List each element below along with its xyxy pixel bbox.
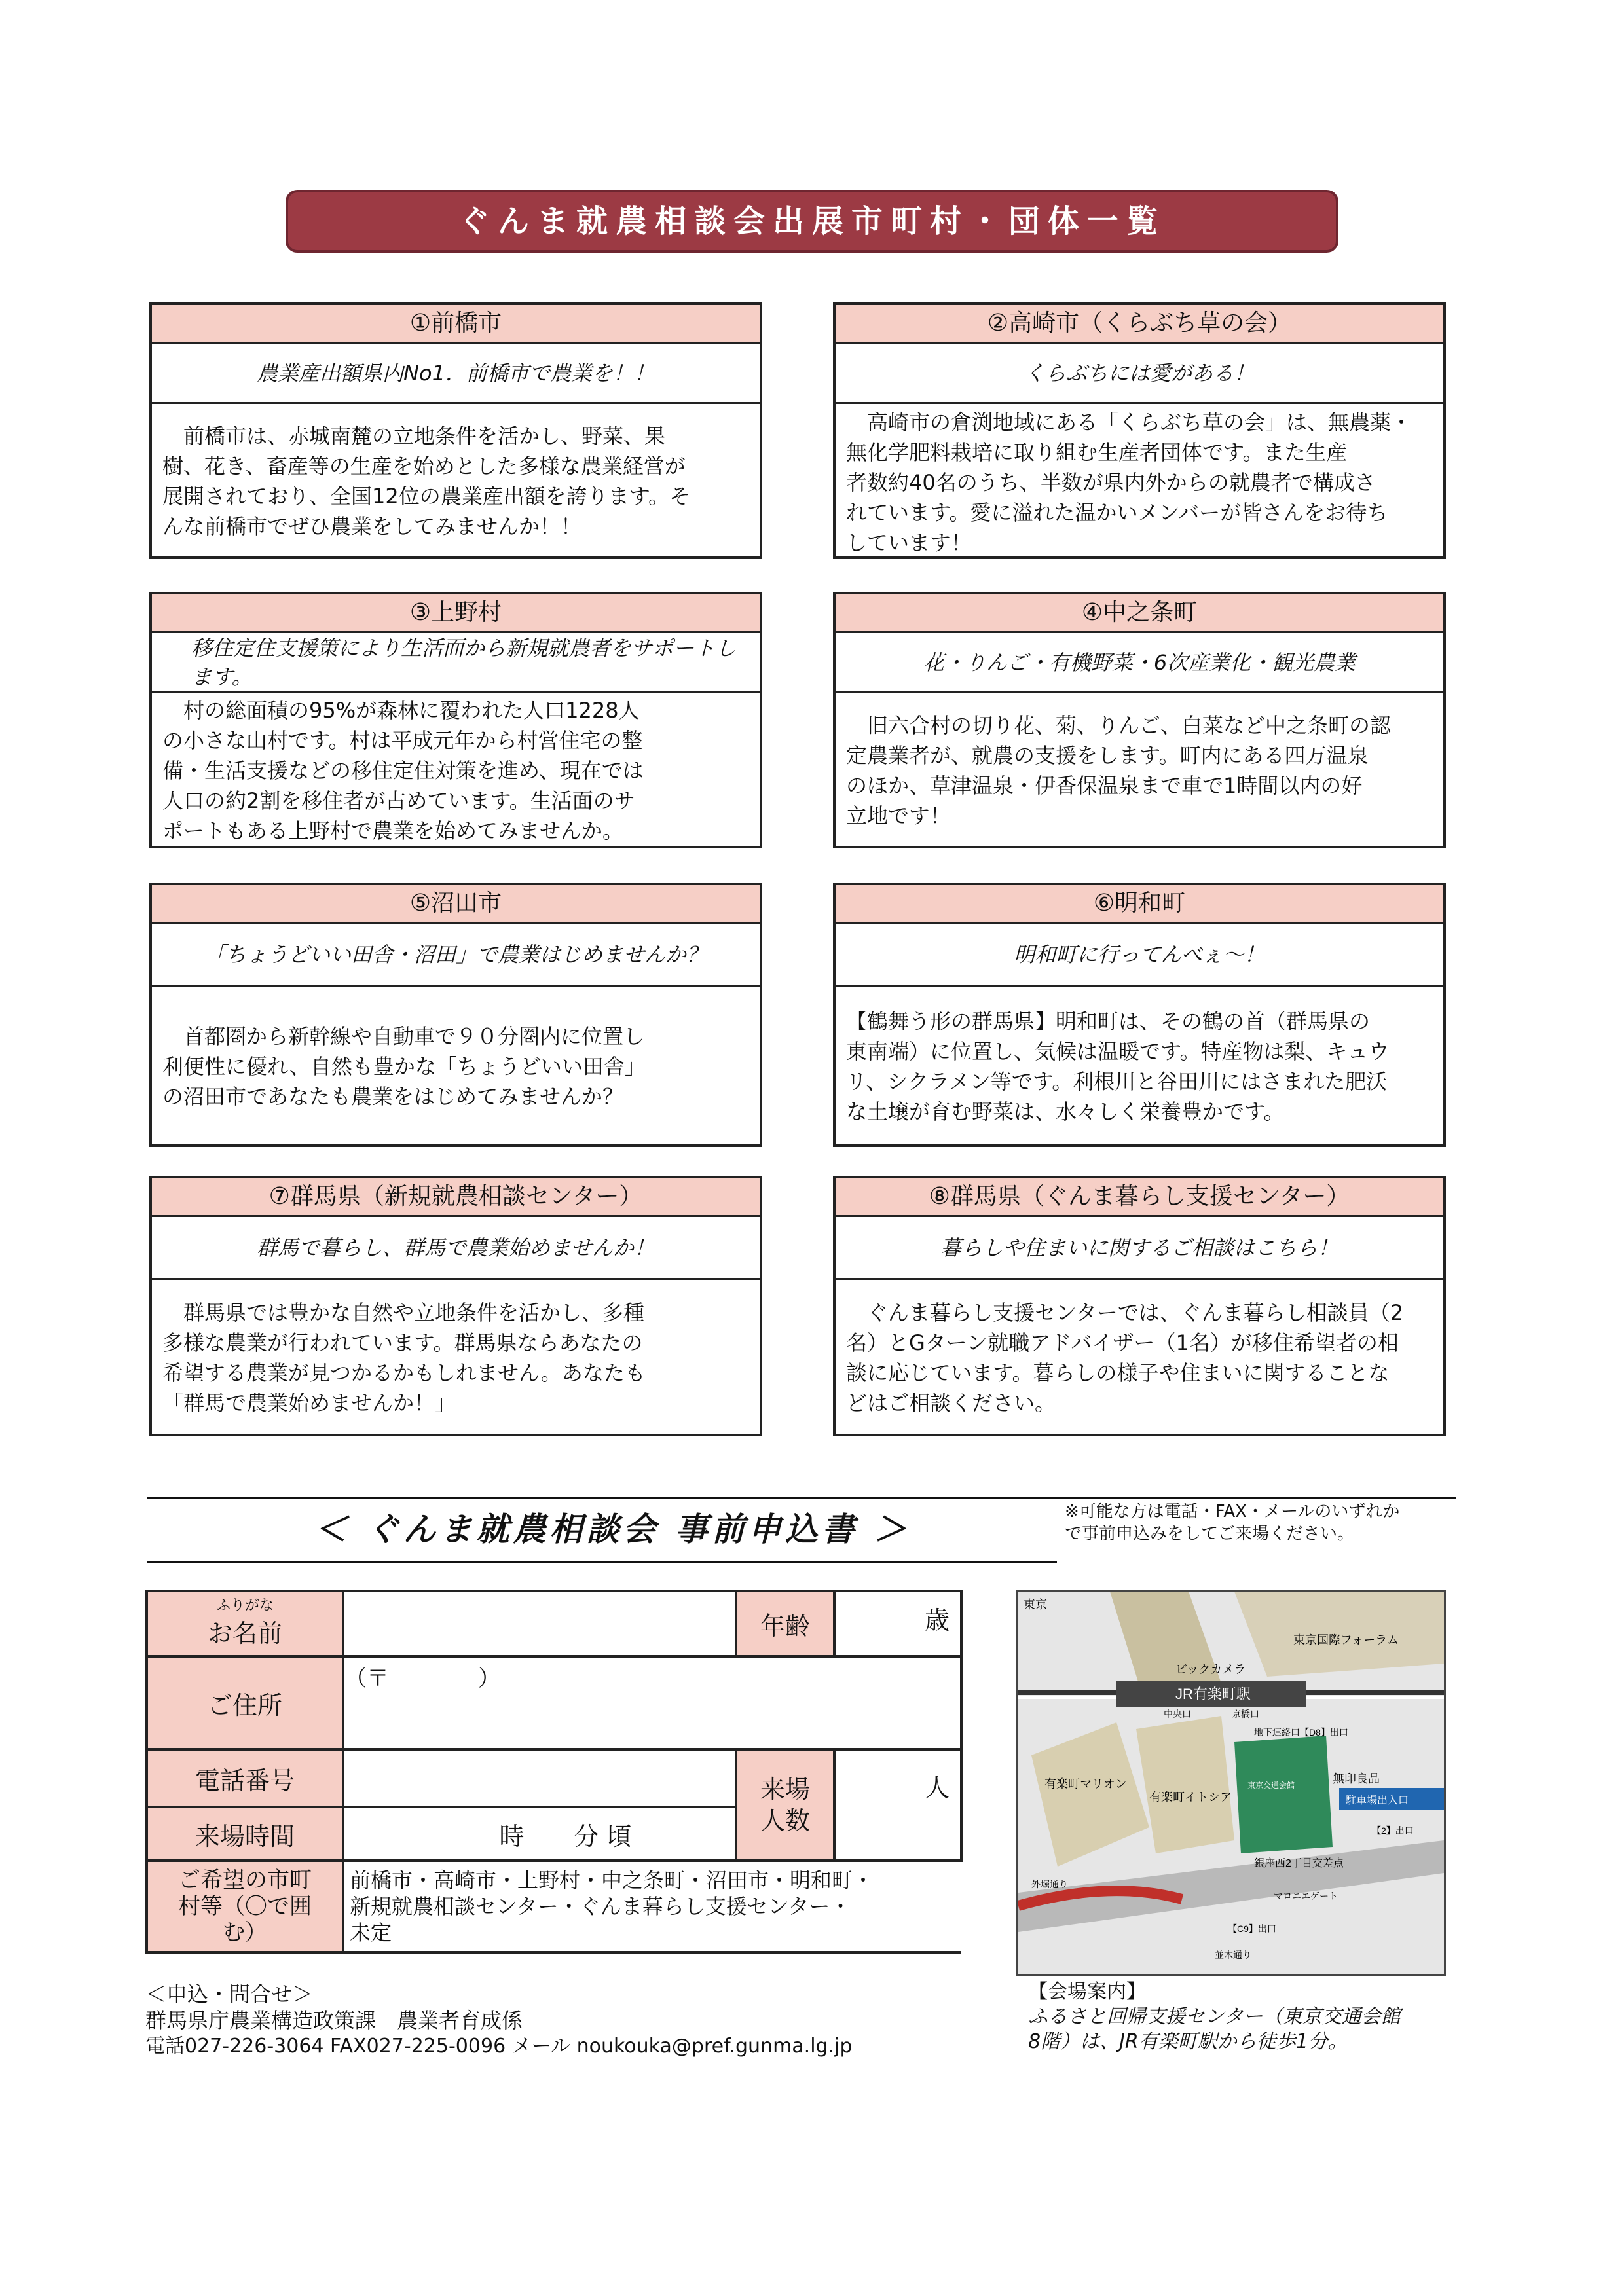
card-meiwa bbox=[833, 883, 1446, 1147]
card-catchphrase: 移住定住支援策により生活面から新規就農者をサポートします。 bbox=[152, 633, 760, 693]
kotsu-kaikan-building bbox=[1234, 1736, 1333, 1853]
map-caption bbox=[1028, 1980, 1401, 2054]
card-title: ⑦群馬県（新規就農相談センター） bbox=[152, 1178, 760, 1217]
visitors-label bbox=[736, 1749, 834, 1861]
phone-field[interactable] bbox=[343, 1749, 736, 1807]
wish-label-text: ご希望の市町村等（〇で囲む） bbox=[178, 1867, 312, 1946]
body-line: 立地です！ bbox=[846, 803, 951, 828]
body-line: どはご相談ください。 bbox=[846, 1391, 1056, 1415]
card-catchphrase: 群馬で暮らし、群馬で農業始めませんか！ bbox=[152, 1217, 760, 1280]
card-title: ⑧群馬県（ぐんま暮らし支援センター） bbox=[836, 1178, 1443, 1217]
body-line: ポートもある上野村で農業を始めてみませんか。 bbox=[162, 818, 624, 843]
map-label: 並木通り bbox=[1215, 1950, 1251, 1960]
form-note bbox=[1065, 1501, 1399, 1545]
body-line: 「群馬で農業始めませんか！」 bbox=[162, 1391, 456, 1415]
map-label: 地下連絡口【D8】出口 bbox=[1254, 1727, 1348, 1738]
map-label: JR有楽町駅 bbox=[1175, 1686, 1251, 1702]
map-label: 中央口 bbox=[1164, 1709, 1191, 1719]
wish-label bbox=[147, 1861, 343, 1952]
body-line: 旧六合村の切り花、菊、りんご、白菜など中之条町の認 bbox=[867, 713, 1392, 738]
time-field[interactable] bbox=[343, 1807, 736, 1861]
application-form bbox=[145, 1590, 963, 1954]
contact-heading: ＜申込・問合せ＞ bbox=[145, 1982, 314, 2007]
divider-bottom bbox=[147, 1561, 1057, 1563]
map-label: 【C9】出口 bbox=[1228, 1923, 1276, 1934]
card-nakanojo bbox=[833, 592, 1446, 848]
card-body bbox=[836, 987, 1443, 1146]
map-label: 有楽町マリオン bbox=[1044, 1777, 1127, 1791]
body-line: 展開されており、全国12位の農業産出額を誇ります。そ bbox=[162, 484, 691, 509]
map-label: 駐車場出入口 bbox=[1346, 1795, 1409, 1806]
address-field[interactable] bbox=[343, 1656, 961, 1749]
card-catchphrase: くらぶちには愛がある！ bbox=[836, 344, 1443, 404]
age-label: 年齢 bbox=[736, 1591, 834, 1656]
card-gunma-shinki bbox=[149, 1176, 762, 1436]
contact-line: 電話027-226-3064 FAX027-225-0096 メール noukouka@pref.gunma.lg.jp bbox=[145, 2035, 853, 2058]
card-body bbox=[836, 693, 1443, 848]
map-drawing bbox=[1018, 1592, 1444, 1974]
body-line: 【鶴舞う形の群馬県】明和町は、その鶴の首（群馬県の bbox=[846, 1009, 1371, 1034]
visitors-unit: 人 bbox=[924, 1774, 950, 1802]
body-line: な土壌が育む野菜は、水々しく栄養豊かです。 bbox=[846, 1099, 1285, 1124]
map-label: 東京国際フォーラム bbox=[1293, 1633, 1399, 1647]
card-uenomura bbox=[149, 592, 762, 848]
body-line: 談に応じています。暮らしの様子や住まいに関することな bbox=[846, 1360, 1390, 1385]
body-line: んな前橋市でぜひ農業をしてみませんか！！ bbox=[162, 514, 582, 539]
time-value: 時 分 頃 bbox=[499, 1821, 632, 1851]
map-label: 東京 bbox=[1024, 1598, 1047, 1611]
body-line: 名）とGターン就職アドバイザー（1名）が移住希望者の相 bbox=[846, 1330, 1399, 1355]
card-takasaki bbox=[833, 302, 1446, 559]
note-line: ※可能な方は電話・FAX・メールのいずれか bbox=[1065, 1502, 1400, 1522]
body-line: 利便性に優れ、自然も豊かな「ちょうどいい田舎」 bbox=[162, 1054, 646, 1079]
card-title: ③上野村 bbox=[152, 594, 760, 633]
body-line: 無化学肥料栽培に取り組む生産者団体です。また生産 bbox=[846, 440, 1348, 465]
visitors-label-text: 来場人数 bbox=[760, 1775, 810, 1835]
map-label: 外堀通り bbox=[1031, 1879, 1068, 1889]
age-unit: 歳 bbox=[924, 1606, 950, 1635]
card-catchphrase: 明和町に行ってんべぇ～！ bbox=[836, 924, 1443, 987]
address-label: ご住所 bbox=[147, 1656, 343, 1749]
card-catchphrase: 農業産出額県内No1．前橋市で農業を！！ bbox=[152, 344, 760, 404]
card-numata bbox=[149, 883, 762, 1147]
card-title: ⑤沼田市 bbox=[152, 885, 760, 924]
card-body bbox=[152, 404, 760, 558]
card-body bbox=[152, 1280, 760, 1436]
body-line: 首都圏から新幹線や自動車で９０分圏内に位置し bbox=[183, 1024, 645, 1049]
card-title: ②高崎市（くらぶち草の会） bbox=[836, 305, 1443, 344]
postal-code: （〒 ） bbox=[344, 1666, 500, 1692]
body-line: しています！ bbox=[846, 530, 972, 555]
card-maebashi bbox=[149, 302, 762, 559]
name-field[interactable] bbox=[343, 1591, 736, 1656]
visitors-field[interactable] bbox=[834, 1749, 961, 1861]
map-caption-line: 8階）は、JR有楽町駅から徒歩1分。 bbox=[1028, 2030, 1348, 2053]
body-line: 村の総面積の95%が森林に覆われた人口1228人 bbox=[183, 698, 640, 723]
wish-option-line: 新規就農相談センター・ぐんま暮らし支援センター・ bbox=[350, 1894, 851, 1919]
body-line: ぐんま暮らし支援センターでは、ぐんま暮らし相談員（2 bbox=[867, 1300, 1404, 1325]
body-line: の小さな山村です。村は平成元年から村営住宅の整 bbox=[162, 728, 643, 753]
age-field[interactable] bbox=[834, 1591, 961, 1656]
body-line: 定農業者が、就農の支援をします。町内にある四万温泉 bbox=[846, 743, 1369, 768]
wish-option-line: 前橋市・高崎市・上野村・中之条町・沼田市・明和町・ bbox=[350, 1868, 874, 1893]
body-line: の沼田市であなたも農業をはじめてみませんか？ bbox=[162, 1084, 624, 1109]
wish-options[interactable] bbox=[343, 1861, 961, 1952]
contact-org: 群馬県庁農業構造政策課 農業者育成係 bbox=[145, 2008, 523, 2033]
map-caption-heading: 【会場案内】 bbox=[1028, 1980, 1146, 2003]
body-line: のほか、草津温泉・伊香保温泉まで車で1時間以内の好 bbox=[846, 773, 1363, 798]
map-label: 無印良品 bbox=[1333, 1772, 1380, 1785]
map-label: マロニエゲート bbox=[1274, 1891, 1338, 1901]
body-line: 希望する農業が見つかるかもしれません。あなたも bbox=[162, 1360, 646, 1385]
body-line: れています。愛に溢れた温かいメンバーが皆さんをお待ち bbox=[846, 500, 1388, 525]
form-title: ＜ ぐんま就農相談会 事前申込書 ＞ bbox=[314, 1510, 911, 1548]
card-title: ⑥明和町 bbox=[836, 885, 1443, 924]
card-catchphrase: 「ちょうどいい田舎・沼田」で農業はじめませんか？ bbox=[152, 924, 760, 987]
body-line: リ、シクラメン等です。利根川と谷田川にはさまれた肥沃 bbox=[846, 1069, 1388, 1094]
contact-info bbox=[145, 1981, 853, 2060]
body-line: 者数約40名のうち、半数が県内外からの就農者で構成さ bbox=[846, 470, 1376, 495]
body-line: 群馬県では豊かな自然や立地条件を活かし、多種 bbox=[183, 1300, 645, 1325]
body-line: 多様な農業が行われています。群馬県ならあなたの bbox=[162, 1330, 643, 1355]
map-label: 有楽町イトシア bbox=[1149, 1791, 1232, 1804]
body-line: 東南端）に位置し、気候は温暖です。特産物は梨、キュウ bbox=[846, 1039, 1390, 1064]
map-label: ビックカメラ bbox=[1175, 1663, 1246, 1676]
map-caption-line: ふるさと回帰支援センター（東京交通会館 bbox=[1028, 2005, 1401, 2028]
body-line: 樹、花き、畜産等の生産を始めとした多様な農業経営が bbox=[162, 454, 686, 479]
map-label: 京橋口 bbox=[1232, 1709, 1259, 1719]
card-title: ①前橋市 bbox=[152, 305, 760, 344]
wish-option-line: 未定 bbox=[350, 1920, 392, 1945]
body-line: 高崎市の倉渕地域にある「くらぶち草の会」は、無農薬・ bbox=[867, 410, 1412, 435]
time-label: 来場時間 bbox=[147, 1807, 343, 1861]
body-line: 前橋市は、赤城南麓の立地条件を活かし、野菜、果 bbox=[183, 424, 666, 448]
venue-map bbox=[1016, 1590, 1446, 1976]
map-label: 【2】出口 bbox=[1372, 1825, 1414, 1836]
furigana-label: ふりがな bbox=[215, 1597, 274, 1614]
divider-top bbox=[147, 1497, 1456, 1499]
body-line: 備・生活支援などの移住定住対策を進め、現在では bbox=[162, 758, 644, 783]
card-gunma-kurashi bbox=[833, 1176, 1446, 1436]
card-catchphrase: 花・りんご・有機野菜・6次産業化・観光農業 bbox=[836, 633, 1443, 693]
map-label: 銀座西2丁目交差点 bbox=[1254, 1858, 1344, 1869]
card-body bbox=[152, 693, 760, 848]
phone-label: 電話番号 bbox=[147, 1749, 343, 1807]
name-label-cell bbox=[147, 1591, 343, 1656]
note-line: で事前申込みをしてご来場ください。 bbox=[1065, 1524, 1355, 1544]
card-body bbox=[836, 404, 1443, 558]
card-catchphrase: 暮らしや住まいに関するご相談はこちら！ bbox=[836, 1217, 1443, 1280]
card-title: ④中之条町 bbox=[836, 594, 1443, 633]
body-line: 人口の約2割を移住者が占めています。生活面のサ bbox=[162, 788, 635, 813]
page-title-banner: ぐんま就農相談会出展市町村・団体一覧 bbox=[286, 190, 1338, 253]
name-label: お名前 bbox=[207, 1618, 282, 1648]
card-body bbox=[152, 987, 760, 1146]
card-body bbox=[836, 1280, 1443, 1436]
map-label: 東京交通会館 bbox=[1247, 1781, 1295, 1790]
